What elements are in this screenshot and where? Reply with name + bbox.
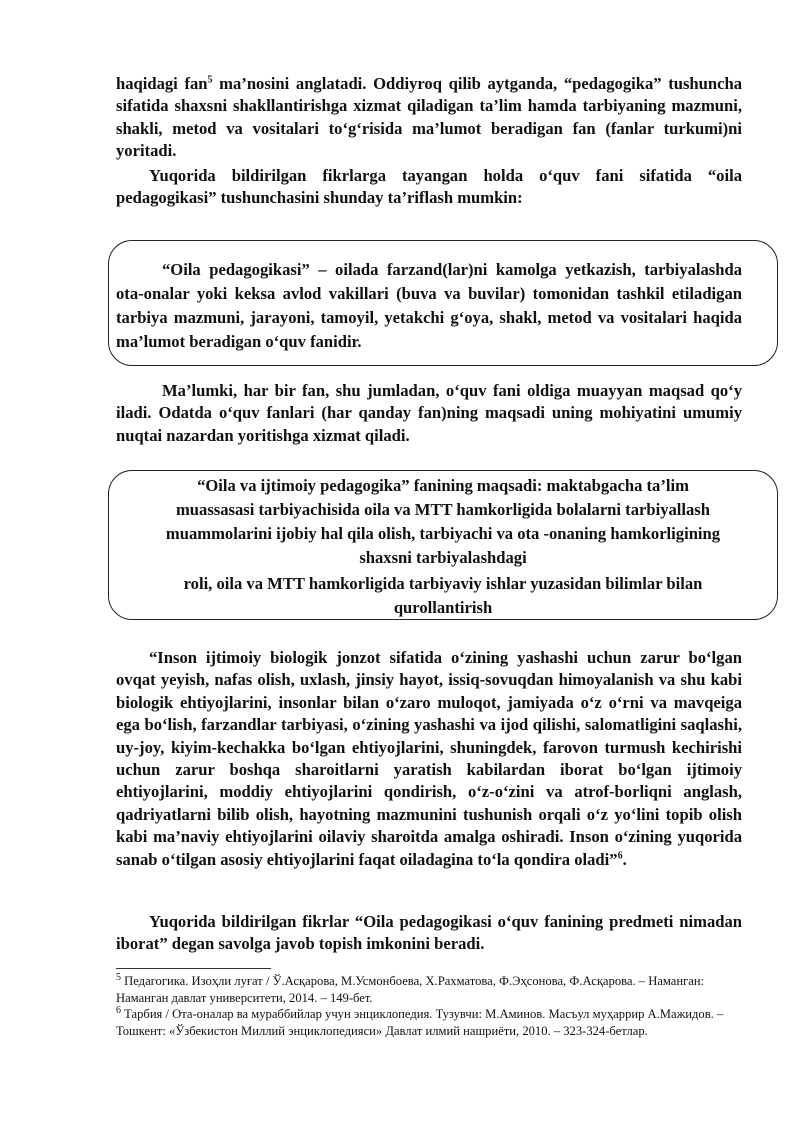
paragraph-quote bbox=[116, 647, 742, 871]
definition-box-text: “Oila pedagogikasi” – oilada farzand(lar)ni kamolga yetkazish, tarbiyalashda ota-onalar yoki keksa avlod vakillari (buva va buvilar) tomonidan tashkil etiladigan tarbiya mazmuni, jarayoni, tamoyil, yetakchi g‘oya, shakl, metod va vositalari haqida ma’lumot beradigan o‘quv fanidir. bbox=[116, 260, 742, 351]
goal-box-line: roli, oila va MTT hamkorligida tarbiyaviy ishlar yuzasidan bilimlar bilan bbox=[183, 574, 703, 593]
footnote-number: 5 bbox=[116, 971, 121, 983]
footnote-6 bbox=[116, 1006, 746, 1039]
goal-box-line: “Oila va ijtimoiy pedagogika” fanining maqsadi: maktabgacha ta’lim bbox=[197, 476, 689, 495]
footnote-number: 6 bbox=[116, 1004, 121, 1016]
paragraph-conclusion: Yuqorida bildirilgan fikrlar “Oila pedagogikasi o‘quv fanining predmeti nimadan iborat” degan savolga javob topish imkonini beradi. bbox=[116, 912, 742, 954]
footnote-ref-5[interactable]: 5 bbox=[207, 74, 213, 86]
paragraph-quote-text: “Inson ijtimoiy biologik jonzot sifatida o‘zining yashashi uchun zarur bo‘lgan ovqat yeyish, nafas olish, uxlash, jinsiy hayot, issiq-sovuqdan himoyalanish va shu kabi biologik ehtiyojlarini, insonlar bilan o‘zaro muloqot, jamiyada o‘z o‘rni va mavqeiga ega bo‘lish, farzandlar tarbiyasi, o‘zining yashashi va ijod qilishi, salomatligini saqlashi, uy-joy, kiyim-kechakka bo‘lgan ehtiyojlarini, shuningdek, farovon turmush kechirishi uchun zarur boshqa sharoitlarni yaratish kabilardan iborat bo‘lgan ijtimoiy ehtiyojlarini, moddiy ehtiyojlarini qondirish, o‘z-o‘zini va atrof-borliqni anglash, qadriyatlarni bilib olish, hayotning mazmunini tushunish orqali o‘z yo‘lini topib olish kabi ma’naviy ehtiyojlarini oilaviy sharoitda amalga oshiradi. Inson o‘zining yuqorida sanab o‘tilgan asosiy ehtiyojlarini faqat oiladagina to‘la qondira oladi” bbox=[116, 648, 742, 869]
footnote-text: Тарбия / Ота-оналар ва мураббийлар учун энциклопедия. Тузувчи: М.Аминов. Масъул муҳаррир А.Мажидов. – Тошкент: «Ўзбекистон Миллий энциклопедияси» Давлат илмий нашриёти, 2010. – 323-324-бетлар. bbox=[116, 1007, 724, 1038]
paragraph-quote-end: . bbox=[622, 849, 627, 869]
paragraph-intro bbox=[116, 73, 742, 163]
paragraph-intro-text: haqidagi fan bbox=[116, 74, 208, 93]
goal-box-line: shaxsni tarbiyalashdagi bbox=[359, 548, 527, 567]
footnote-ref-6[interactable]: 6 bbox=[617, 850, 623, 862]
paragraph-definition-lead: Yuqorida bildirilgan fikrlarga tayangan holda o‘quv fani sifatida “oila pedagogikasi” tushunchasini shunday ta’riflash mumkin: bbox=[116, 166, 742, 208]
paragraph-intro-rest: ma’nosini anglatadi. Oddiyroq qilib aytganda, “pedagogika” tushuncha sifatida shaxsni shakllantirishga xizmat qiladigan ta’lim hamda tarbiyaning mazmuni, shakli, metod va vositalari to‘g‘risida ma’lumot beradigan fan (fanlar turkumi)ni yoritadi. bbox=[116, 74, 743, 161]
paragraph-subject-goal: Ma’lumki, har bir fan, shu jumladan, o‘quv fani oldiga muayyan maqsad qo‘y iladi. Odatda o‘quv fanlari (har qanday fan)ning maqsadi uning mohiyatini umumiy nuqtai nazardan yoritishga xizmat qiladi. bbox=[116, 381, 742, 445]
goal-box-line: muammolarini ijobiy hal qila olish, tarbiyachi va ota -onaning hamkorligining bbox=[165, 524, 721, 543]
goal-box-line: muassasasi tarbiyachisida oila va MTT hamkorligida bolalarni tarbiyallash bbox=[175, 500, 710, 519]
footnote-text: Педагогика. Изоҳли луғат / Ў.Асқарова, М.Усмонбоева, Х.Рахматова, Ф.Эҳсонова, Ф.Асқарова. – Наманган: Наманган давлат университети, 2014. – 149-бет. bbox=[116, 974, 705, 1005]
goal-box-line: qurollantirish bbox=[393, 598, 493, 617]
footnote-divider bbox=[116, 968, 271, 969]
footnote-5 bbox=[116, 973, 746, 1006]
